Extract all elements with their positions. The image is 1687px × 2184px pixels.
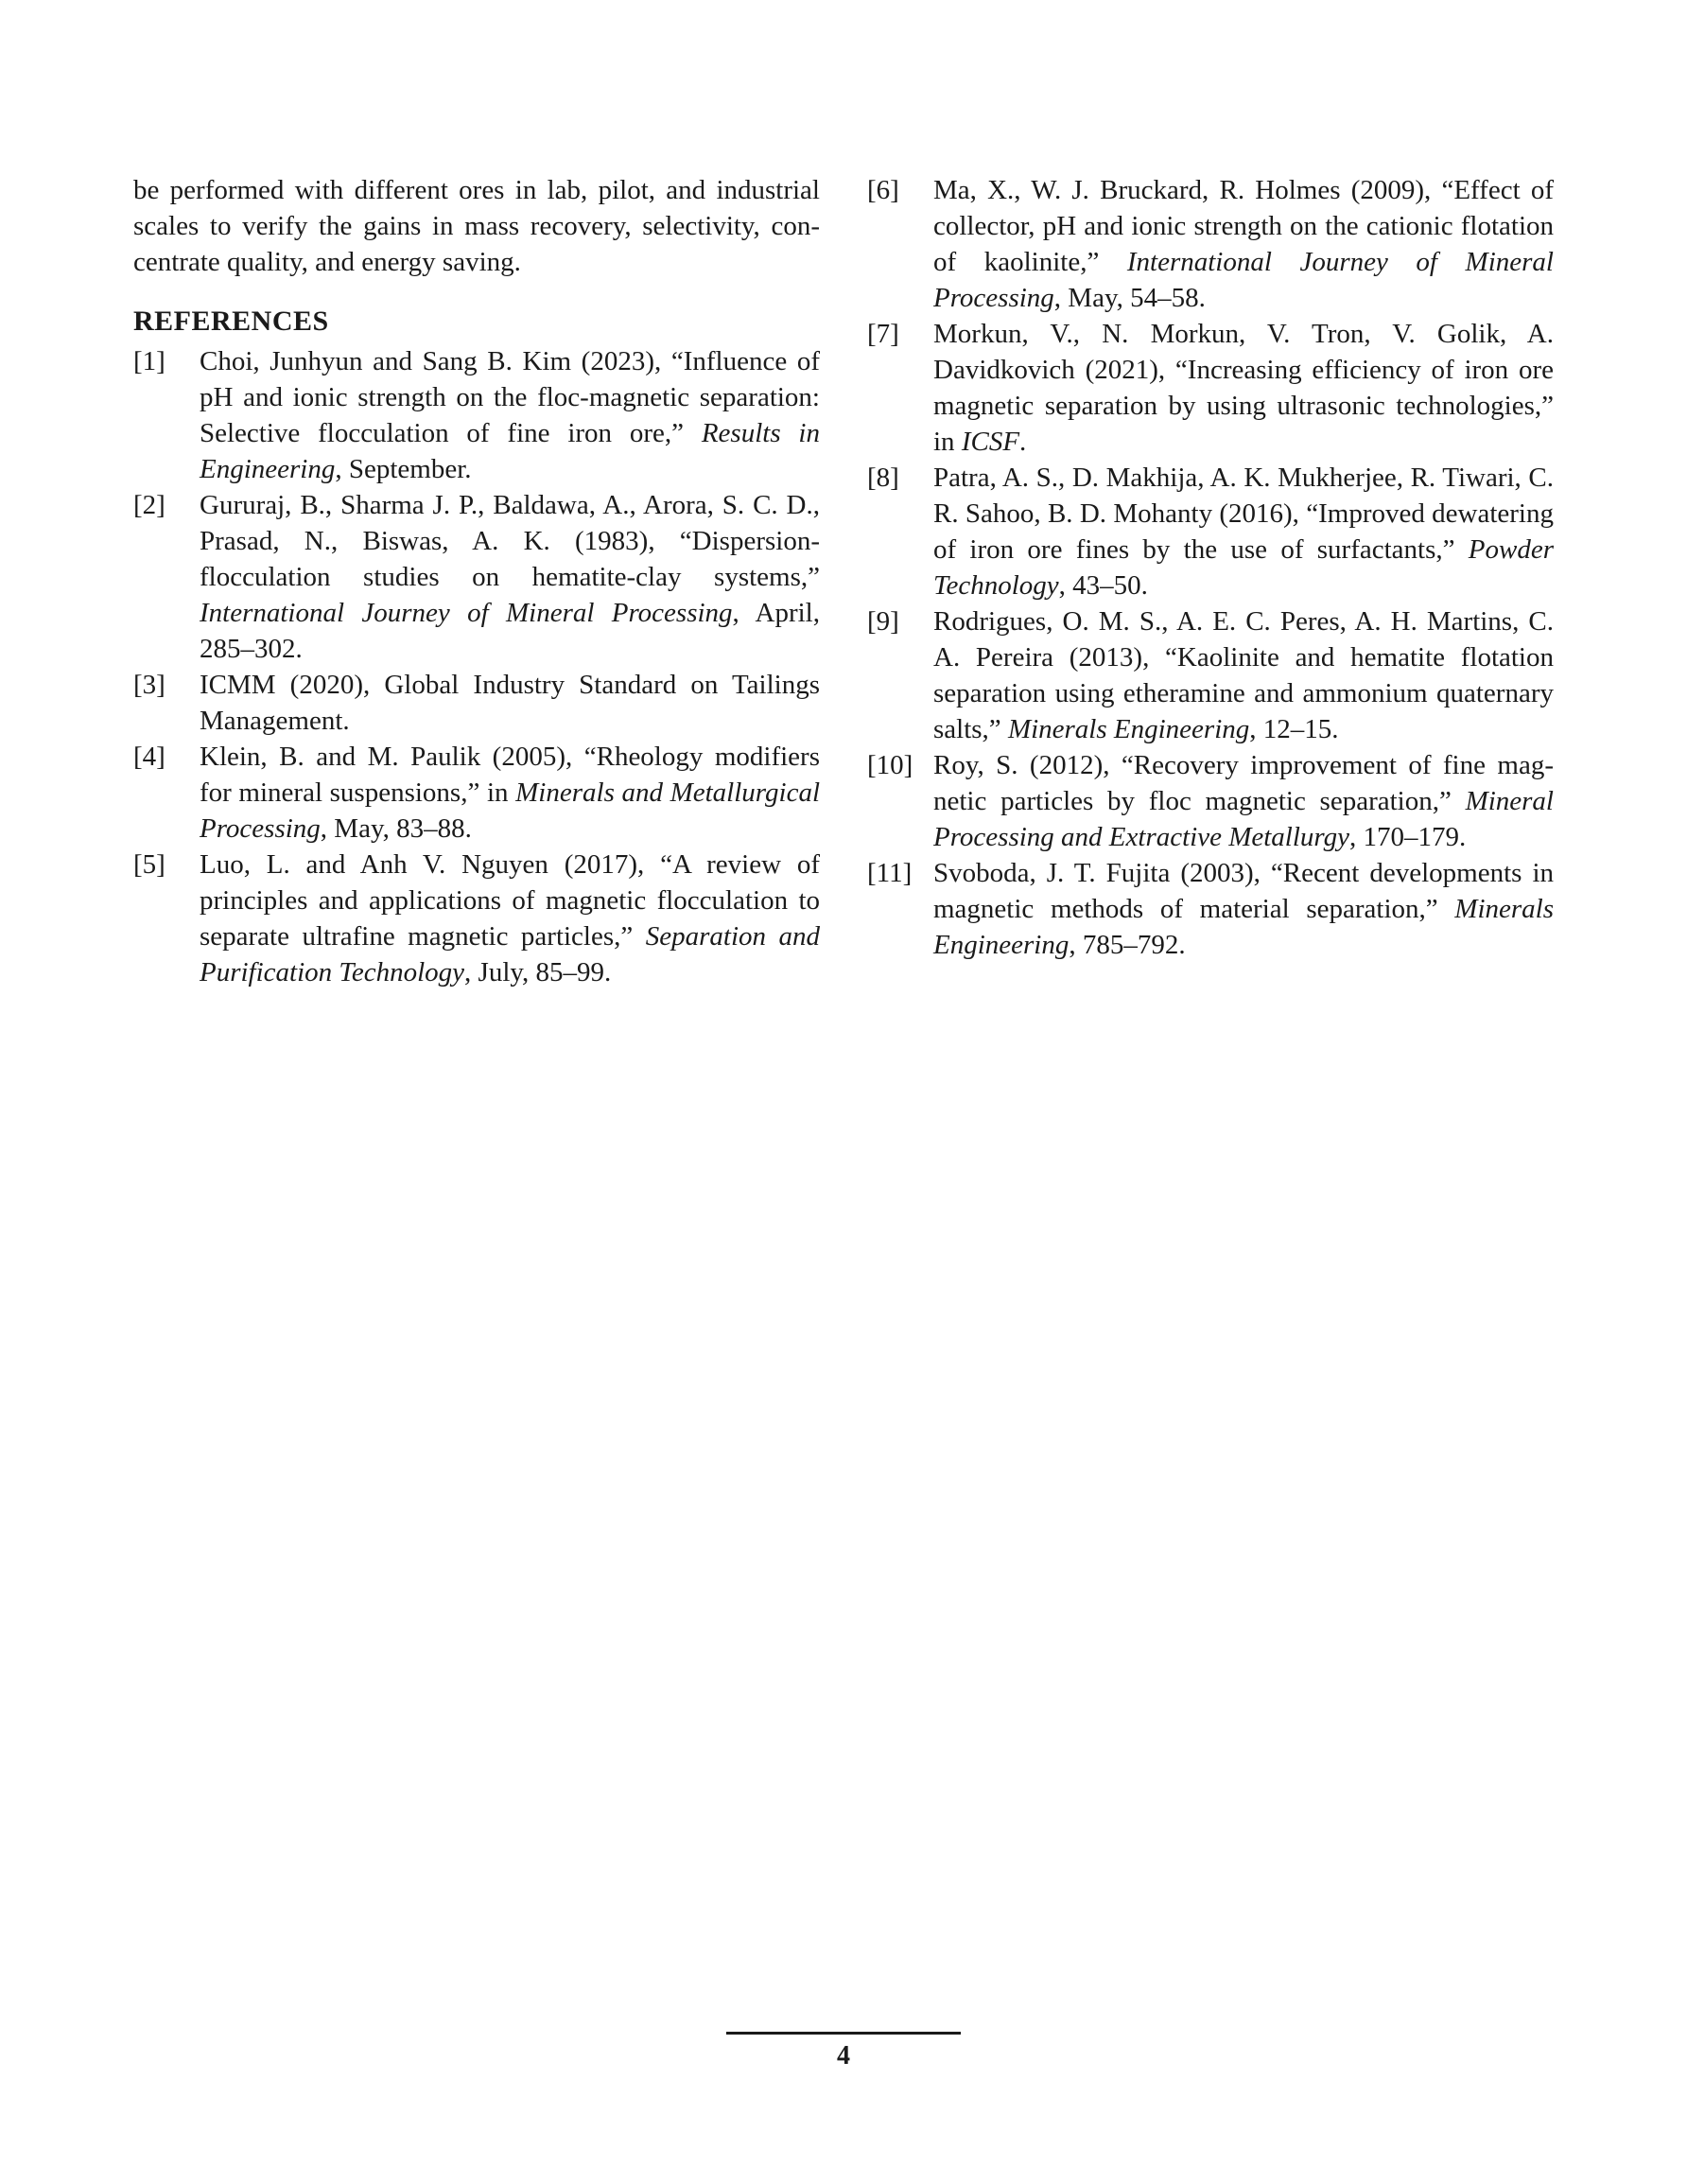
reference-text-segment: Morkun, V., N. Morkun, V. Tron, V. Golik, A. Davidkovich (2021), “Increasing efficiency of iron ore magnetic separation by using ultrasonic technologies,” in bbox=[933, 319, 1554, 457]
reference-text-segment: Svoboda, J. T. Fujita (2003), “Recent developments in magnetic methods of material separation,” bbox=[933, 858, 1554, 924]
reference-entry bbox=[867, 316, 1554, 460]
reference-number: [7] bbox=[867, 319, 899, 349]
reference-number: [1] bbox=[133, 346, 165, 376]
reference-text-segment: , 12–15. bbox=[1249, 714, 1339, 744]
reference-text-segment: , 43–50. bbox=[1058, 570, 1148, 601]
left-column bbox=[133, 172, 820, 990]
reference-text-segment: ICMM (2020), Global Industry Standard on Tailings Management. bbox=[200, 670, 820, 736]
reference-number: [3] bbox=[133, 670, 165, 700]
reference-entry bbox=[133, 739, 820, 847]
reference-entry bbox=[867, 747, 1554, 855]
reference-entry bbox=[867, 603, 1554, 747]
reference-source-title: International Journey of Mineral Processing bbox=[200, 598, 733, 628]
reference-text-segment: Luo, L. and Anh V. Nguyen (2017), “A review of principles and applications of magnetic flocculation to separate ultrafine magnetic particles,” bbox=[200, 849, 820, 952]
reference-text-segment: Klein, B. and M. Paulik (2005), “Rheology modifiers for mineral suspensions,” in bbox=[200, 742, 820, 808]
reference-source-title: Results in Engineering bbox=[200, 418, 820, 484]
reference-entry bbox=[867, 855, 1554, 963]
reference-text-segment: , 170–179. bbox=[1348, 822, 1467, 852]
references-list-left bbox=[133, 343, 820, 990]
reference-number: [5] bbox=[133, 849, 165, 880]
reference-text bbox=[933, 747, 1554, 855]
reference-text-segment: , May, 83–88. bbox=[320, 813, 472, 844]
footer-rule bbox=[726, 2032, 961, 2035]
reference-number: [11] bbox=[867, 858, 913, 888]
reference-text bbox=[933, 603, 1554, 747]
reference-text-segment: , September. bbox=[335, 454, 472, 484]
reference-text bbox=[933, 460, 1554, 603]
reference-text-segment: , July, 85–99. bbox=[464, 957, 612, 987]
reference-number: [6] bbox=[867, 175, 899, 205]
reference-text bbox=[200, 739, 820, 847]
reference-text bbox=[200, 847, 820, 990]
reference-text-segment: Rodrigues, O. M. S., A. E. C. Peres, A. H. Martins, C. A. Pereira (2013), “Kaolinite and hematite flotation separation using etheramine and ammonium quaternary salts,” bbox=[933, 606, 1554, 744]
reference-entry bbox=[133, 487, 820, 667]
intro-paragraph: be performed with different ores in lab, pilot, and industrial scales to verify the gains in mass recovery, selectivity, concentrate quality, and energy saving. bbox=[133, 175, 820, 277]
reference-text-segment: Patra, A. S., D. Makhija, A. K. Mukherjee, R. Tiwari, C. R. Sahoo, B. D. Mohanty (2016), “Improved dewatering of iron ore fines by the use of surfactants,” bbox=[933, 463, 1554, 565]
reference-source-title: Mineral Processing and Extractive Metallurgy bbox=[933, 786, 1554, 852]
reference-source-title: Separation and Purification Technology bbox=[200, 921, 820, 987]
reference-text bbox=[933, 172, 1554, 316]
reference-text-segment: , May, 54–58. bbox=[1053, 283, 1206, 313]
reference-number: [2] bbox=[133, 490, 165, 520]
reference-text bbox=[933, 316, 1554, 460]
reference-source-title: International Journey of Mineral Processing bbox=[933, 247, 1554, 313]
reference-entry bbox=[133, 847, 820, 990]
reference-source-title: Minerals Engineering bbox=[933, 894, 1554, 960]
reference-entry bbox=[867, 460, 1554, 603]
right-column bbox=[867, 172, 1554, 963]
reference-text-segment: Ma, X., W. J. Bruckard, R. Holmes (2009), “Effect of collector, pH and ionic strength on the cationic flotation of kaolinite,” bbox=[933, 175, 1554, 277]
reference-source-title: Powder Technology bbox=[933, 534, 1554, 601]
reference-source-title: Minerals and Metallurgical Processing bbox=[200, 778, 820, 844]
reference-text-segment: . bbox=[1019, 427, 1027, 457]
reference-number: [8] bbox=[867, 463, 899, 493]
reference-text bbox=[200, 487, 820, 667]
reference-text-segment: Gururaj, B., Sharma J. P., Baldawa, A., Arora, S. C. D., Prasad, N., Biswas, A. K. (1983), “Dispersion-flocculation studies on hematite-clay systems,” bbox=[200, 490, 820, 592]
reference-number: [4] bbox=[133, 742, 165, 772]
reference-text bbox=[200, 667, 820, 739]
reference-text bbox=[200, 343, 820, 487]
reference-text-segment: , April, 285–302. bbox=[200, 598, 820, 664]
reference-text-segment: Choi, Junhyun and Sang B. Kim (2023), “Influence of pH and ionic strength on the floc-magnetic separation: Selective flocculation of fine iron ore,” bbox=[200, 346, 820, 448]
reference-text-segment: , 785–792. bbox=[1069, 930, 1186, 960]
reference-entry bbox=[133, 343, 820, 487]
reference-text-segment: Roy, S. (2012), “Recovery improvement of fine magnetic particles by floc magnetic separation,” bbox=[933, 750, 1554, 816]
reference-entry bbox=[133, 667, 820, 739]
references-list-right bbox=[867, 172, 1554, 963]
reference-source-title: ICSF bbox=[961, 427, 1020, 457]
reference-number: [10] bbox=[867, 750, 913, 780]
reference-source-title: Minerals Engineering bbox=[1007, 714, 1250, 744]
reference-text bbox=[933, 855, 1554, 963]
reference-number: [9] bbox=[867, 606, 899, 637]
page-number: 4 bbox=[837, 2041, 850, 2070]
reference-entry bbox=[867, 172, 1554, 316]
references-heading: REFERENCES bbox=[133, 306, 329, 337]
